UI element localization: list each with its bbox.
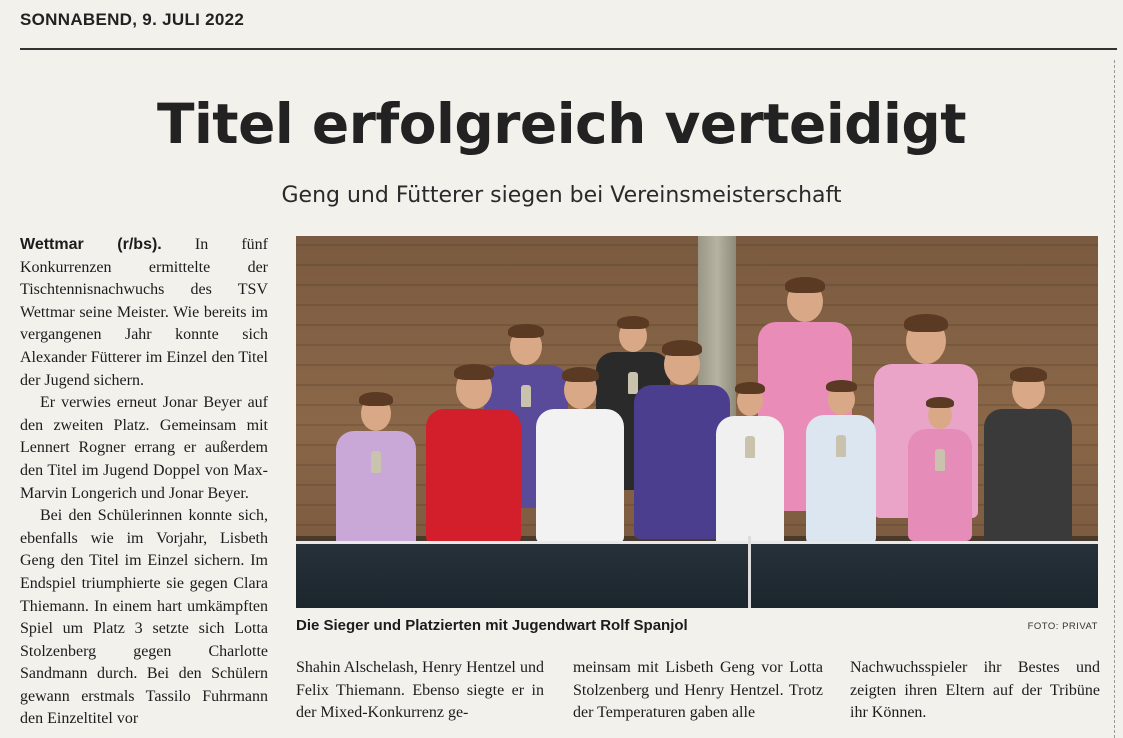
photo-trophy	[935, 449, 945, 471]
article-column-2: Shahin Alschelash, Henry Hentzel und Felix Thiemann. Ebenso siegte er in der Mixed-Konkurrenz ge-	[296, 659, 544, 722]
photo-caption: Die Sieger und Platzierten mit Jugendwart Rolf Spanjol	[296, 617, 688, 634]
photo-table-tennis-table	[296, 541, 1098, 608]
paragraph-text: In fünf Konkurrenzen ermittelte der Tischtennisnachwuchs des TSV Wettmar seine Meister. Wie bereits im vergangenen Jahr konnte sich Alexander Fütterer im Einzel den Titel der Jugend sichern.	[20, 236, 269, 389]
photo-person	[908, 401, 972, 541]
photo-person	[426, 368, 521, 543]
article-column-3: meinsam mit Lisbeth Geng vor Lotta Stolzenberg und Henry Hentzel. Trotz der Temperaturen gaben alle	[573, 659, 823, 722]
photo-trophy	[521, 385, 531, 407]
photo-person-hair	[1010, 367, 1047, 382]
article-column-1	[20, 234, 268, 731]
photo-person-hair	[662, 340, 702, 356]
photo-credit: FOTO: PRIVAT	[1027, 621, 1098, 632]
photo-person-hair	[359, 392, 393, 406]
photo-person-shirt	[536, 409, 624, 543]
photo-person	[536, 371, 624, 543]
photo-person-hair	[562, 367, 599, 382]
photo-person-hair	[454, 364, 494, 380]
photo-person-hair	[904, 314, 948, 332]
photo-person	[806, 384, 876, 544]
photo-person-hair	[735, 382, 765, 394]
photo-person	[716, 386, 784, 546]
photo-person-hair	[926, 397, 954, 408]
photo-person-shirt	[984, 409, 1072, 546]
article-column-4: Nachwuchsspieler ihr Bestes und zeigten ihren Eltern auf der Tribüne ihr Können.	[850, 659, 1100, 722]
photo-person-shirt	[908, 429, 972, 541]
article-paragraph: Bei den Schülerinnen konnte sich, ebenfalls wie im Vorjahr, Lisbeth Geng den Titel im Einzel sichern. Im Endspiel triumphierte sie gegen Clara Thiemann. In einem hart umkämpften Spiel um Platz 3 setzte sich Lotta Stolzenberg gegen Charlotte Sandmann durch. Bei den Schülern gewann erstmals Tassilo Fuhrmann den Einzeltitel vor	[20, 507, 268, 728]
headline: Titel erfolgreich verteidigt	[156, 92, 967, 156]
article-paragraph: Er verwies erneut Jonar Beyer auf den zweiten Platz. Gemeinsam mit Lennert Rogner errang er außerdem den Titel im Jugend Doppel von Max-Marvin Longerich und Jonar Beyer.	[20, 394, 268, 502]
photo-trophy	[745, 436, 755, 458]
photo-trophy	[371, 451, 381, 473]
issue-dateline: SONNABEND, 9. JULI 2022	[20, 10, 245, 29]
photo-person-hair	[826, 380, 857, 392]
team-photo	[296, 236, 1098, 608]
photo-person	[984, 371, 1072, 546]
header-rule	[20, 48, 1117, 50]
article-dateline: Wettmar (r/bs).	[20, 236, 162, 253]
column-divider	[1114, 60, 1115, 738]
photo-person-hair	[617, 316, 649, 329]
photo-net	[748, 536, 751, 608]
photo-trophy	[836, 435, 846, 457]
photo-person	[336, 396, 416, 546]
photo-person-hair	[785, 277, 825, 293]
article-paragraph	[20, 234, 268, 392]
subheadline: Geng und Fütterer siegen bei Vereinsmeisterschaft	[281, 183, 842, 208]
photo-person-hair	[508, 324, 544, 338]
photo-person-shirt	[336, 431, 416, 546]
photo-person-shirt	[426, 409, 521, 543]
